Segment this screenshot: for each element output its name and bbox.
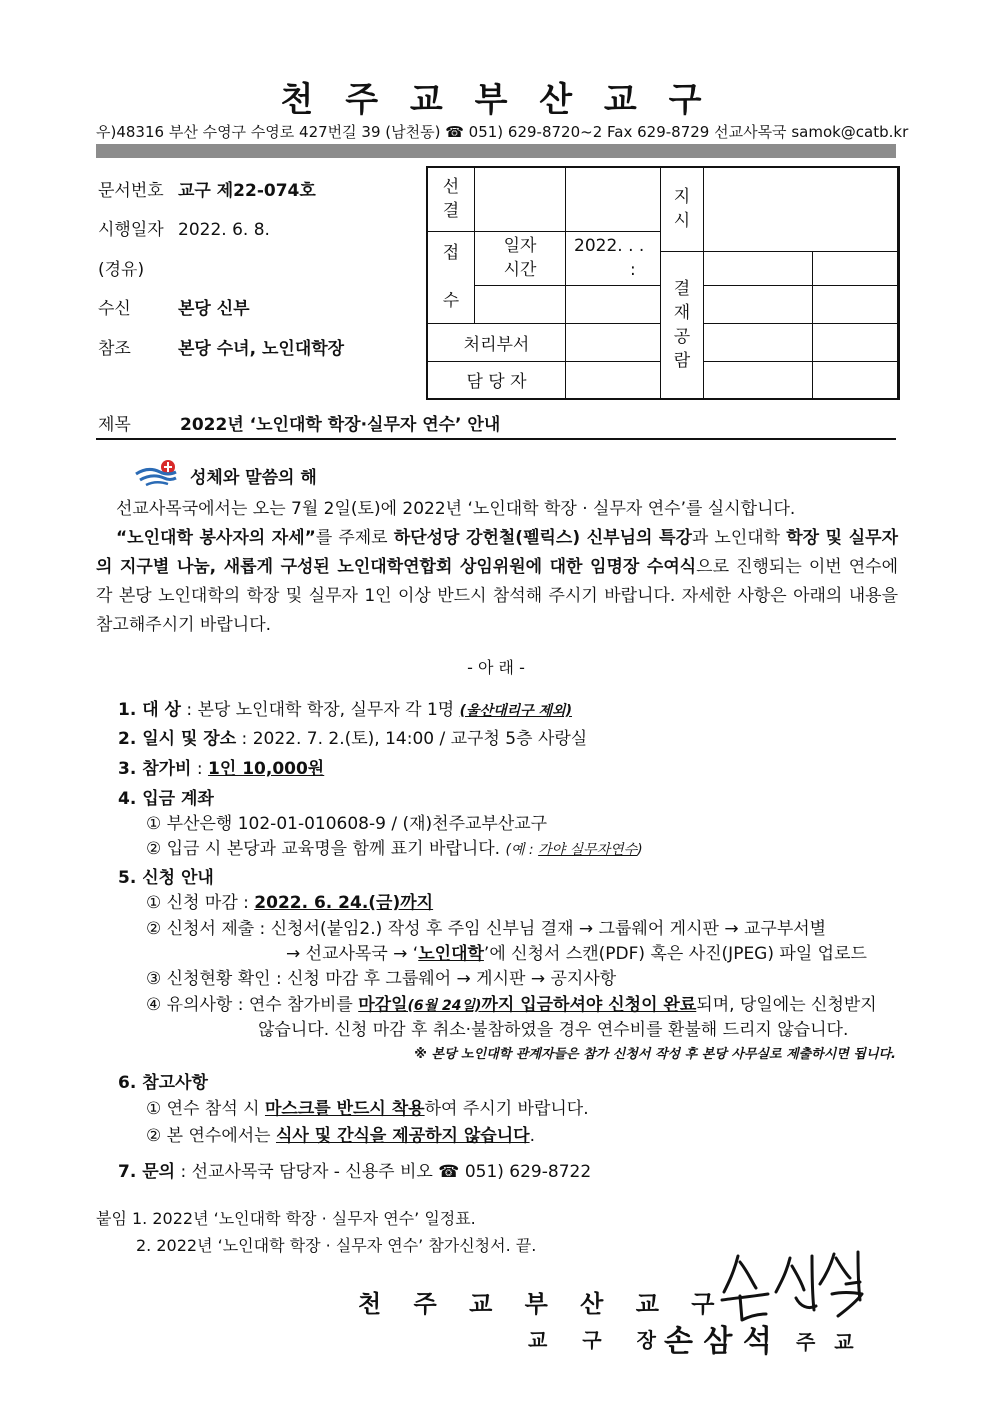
approval-table xyxy=(426,166,900,400)
account-number: ① 부산은행 102-01-010608-9 / (재)천주교부산교구 xyxy=(146,814,548,834)
application-status-check: ③ 신청현황 확인 : 신청 마감 후 그룹웨어 → 게시판 → 공지사항 xyxy=(146,969,617,989)
reference-mask: ① 연수 참석 시 마스크를 반드시 착용하여 주시기 바랍니다. xyxy=(146,1099,589,1119)
receipt-label: 접 수 xyxy=(427,231,475,323)
via-line: (경유) xyxy=(98,260,145,280)
application-deadline: ① 신청 마감 : 2022. 6. 24.(금)까지 xyxy=(146,893,434,913)
footer-title: 교 구 장 xyxy=(528,1328,670,1352)
application-submit-2: → 선교사목국 → ‘노인대학’에 신청서 스캔(PDF) 혹은 사진(JPEG) 파일 업로드 xyxy=(286,944,867,964)
date-time-label: 일자 시간 xyxy=(475,231,566,285)
intro-paragraph: “노인대학 봉사자의 자세”를 주제로 하단성당 강헌철(펠릭스) 신부님의 특강과 노인대학 학장 및 실무자의 지구별 나눔, 새롭게 구성된 노인대학연합회 상임위원에 대한 임명장 수여식으로 진행되는 이번 연수에 각 본당 노인대학의 학장 및 실무자 1인 이상 반드시 참석해 주시기 바랍니다. 자세한 사항은 아래의 내용을 참고해주시기 바랍니다. xyxy=(96,528,899,635)
review-label: 결 재 공 람 xyxy=(661,251,704,399)
footer-title-bishop: 주 교 xyxy=(796,1330,860,1354)
item-account-heading: 4. 입금 계좌 xyxy=(118,789,214,809)
date-time-value: 2022. . . : xyxy=(566,231,661,285)
application-caution-2: 않습니다. 신청 마감 후 취소·불참하였을 경우 연수비를 환불해 드리지 않습니다. xyxy=(258,1020,849,1040)
account-note: ② 입금 시 본당과 교육명을 함께 표기 바랍니다. (예 : 가야 실무자연수) xyxy=(146,839,643,859)
handwritten-signature xyxy=(716,1244,876,1324)
processing-dept-label: 처리부서 xyxy=(427,323,566,361)
header-divider xyxy=(96,144,896,158)
below-heading: - 아 래 - xyxy=(467,658,525,677)
application-submit-1: ② 신청서 제출 : 신청서(붙임2.) 작성 후 주임 신부님 결재 → 그룹웨어 게시판 → 교구부서별 xyxy=(146,919,827,939)
application-note: ※ 본당 노인대학 관계자들은 참가 신청서 작성 후 본당 사무실로 제출하시면 됩니다. xyxy=(414,1047,896,1062)
subject-line: 제목 2022년 ‘노인대학 학장·실무자 연수’ 안내 xyxy=(98,415,501,435)
item-target: 1. 대 상 : 본당 노인대학 학장, 실무자 각 1명 (울산대리구 제외) xyxy=(118,700,572,720)
item-application-heading: 5. 신청 안내 xyxy=(118,868,214,888)
application-caution-1: ④ 유의사항 : 연수 참가비를 마감일(6월 24일)까지 입금하셔야 신청이 완료되며, 당일에는 신청받지 xyxy=(146,995,877,1015)
address-line: 우)48316 부산 수영구 수영로 427번길 39 (남천동) ☎ 051) 629-8720~2 Fax 629-8729 선교사목국 samok@catb.kr xyxy=(96,123,909,141)
diocese-logo-icon xyxy=(134,458,178,488)
subject-divider xyxy=(96,438,896,440)
attachment-2: 2. 2022년 ‘노인대학 학장 · 실무자 연수’ 참가신청서. 끝. xyxy=(136,1236,537,1255)
attachment-1: 붙임 1. 2022년 ‘노인대학 학장 · 실무자 연수’ 일정표. xyxy=(96,1209,476,1228)
issue-date: 시행일자 2022. 6. 8. xyxy=(98,220,270,240)
bishop-name: 손 삼 석 xyxy=(664,1324,772,1359)
item-fee: 3. 참가비 : 1인 10,000원 xyxy=(118,759,325,779)
footer-org: 천 주 교 부 산 교 구 xyxy=(358,1290,727,1318)
recipient: 수신 본당 신부 xyxy=(98,299,250,319)
approval-label: 선 결 xyxy=(427,167,475,231)
person-in-charge-label: 담 당 자 xyxy=(427,361,566,399)
item-contact: 7. 문의 : 선교사목국 담당자 - 신용주 비오 ☎ 051) 629-8722 xyxy=(118,1162,592,1182)
reference: 참조 본당 수녀, 노인대학장 xyxy=(98,339,345,359)
intro-line1: 선교사목국에서는 오는 7월 2일(토)에 2022년 ‘노인대학 학장 · 실무자 연수’를 실시합니다. xyxy=(116,499,796,519)
org-title: 천 주 교 부 산 교 구 xyxy=(280,80,712,120)
doc-number: 문서번호 교구 제22-074호 xyxy=(98,181,316,201)
instruction-label: 지 시 xyxy=(661,167,704,251)
reference-meal: ② 본 연수에서는 식사 및 간식을 제공하지 않습니다. xyxy=(146,1126,535,1146)
year-motto: 성체와 말씀의 해 xyxy=(190,468,317,488)
item-datetime-place: 2. 일시 및 장소 : 2022. 7. 2.(토), 14:00 / 교구청 5층 사랑실 xyxy=(118,729,588,749)
item-reference-heading: 6. 참고사항 xyxy=(118,1073,208,1093)
